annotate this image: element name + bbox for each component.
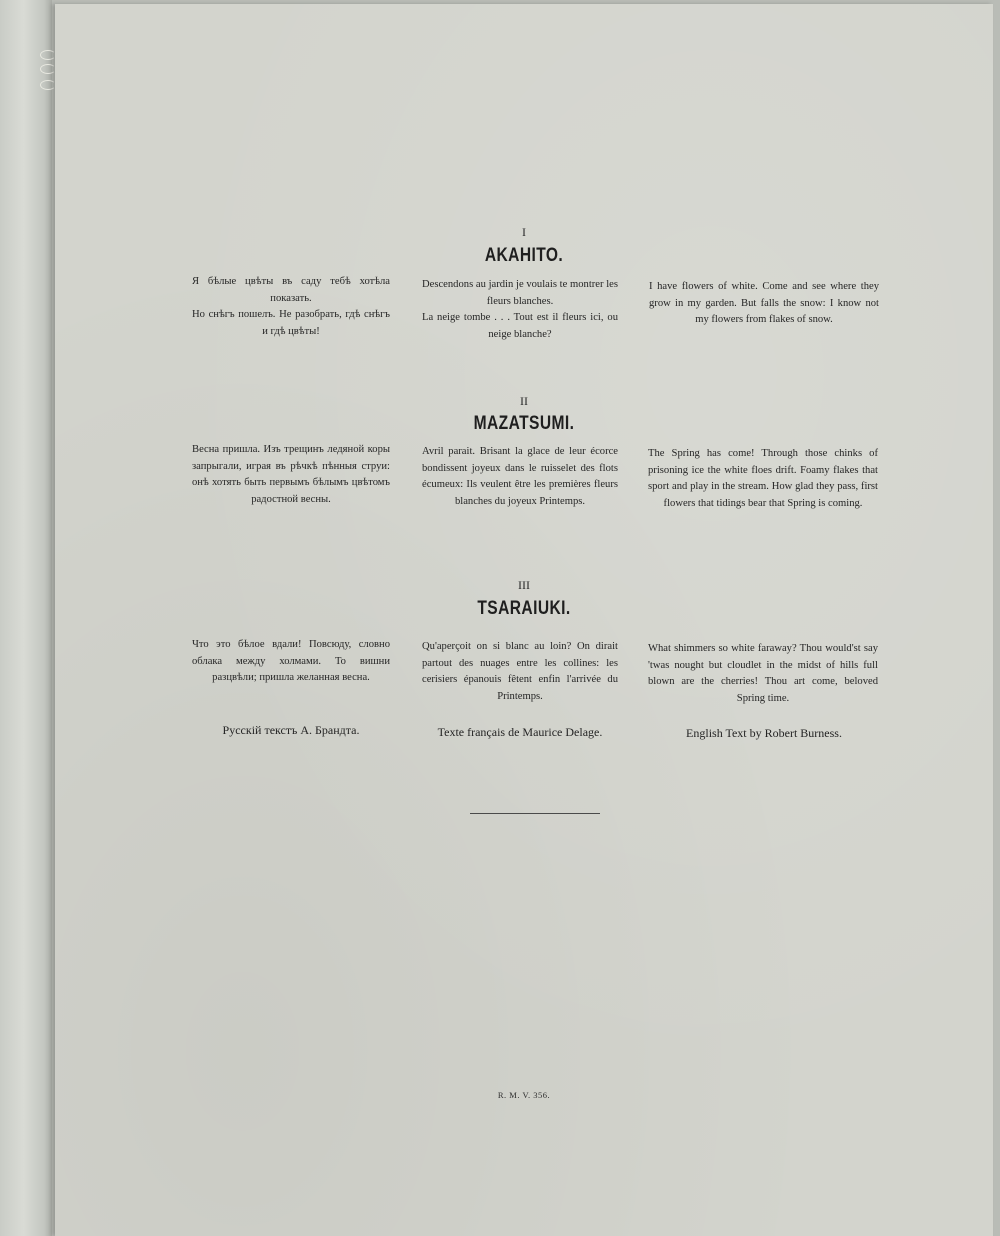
section-2-russian-text [192,442,390,508]
section-2-title: MAZATSUMI. [473,413,575,434]
section-3-french-text [422,639,618,705]
section-1-russian-line: Но снѣгъ пошелъ. Не разобрать, гдѣ снѣгъ и гдѣ цвѣты! [192,309,390,337]
section-2-french-line: Avril parait. Brisant la glace de leur écorce bondissent joyeux dans le ruisselet des flots écumeux: Ils veulent être les premières fleurs blanches du joyeux Printemps. [422,446,618,507]
previous-page-edge [0,0,52,1236]
section-1-title: AKAHITO. [484,245,564,266]
russian-credit: Русскій текстъ А. Брандта. [222,723,360,737]
section-1-english-text [649,279,879,329]
section-2-russian-line: Весна пришла. Изъ трещинъ ледяной коры запрыгали, играя въ рѣчкѣ пѣнныя струи: онѣ хотять быть первымъ бѣлымъ цвѣтомъ радостной весны. [192,444,390,505]
french-credit: Texte français de Maurice Delage. [437,725,603,739]
section-3-title: TSARAIUKI. [477,598,571,619]
horizontal-rule [470,813,600,814]
section-1-russian-text [192,274,390,340]
section-3-numeral: III [518,578,530,592]
section-1-french-line: Descendons au jardin je voulais te montrer les fleurs blanches. [422,279,618,307]
english-credit: English Text by Robert Burness. [686,726,842,740]
section-2-numeral: II [520,394,528,408]
section-1-french-text [422,277,618,343]
section-3-french-line: Qu'aperçoit on si blanc au loin? On dirait partout des nuages entre les collines: les cerisiers épanouis fêtent enfin l'arrivée du Printemps. [422,641,618,702]
section-1-russian-line: Я бѣлые цвѣты въ саду тебѣ хотѣла показать. [192,276,390,304]
section-2-french-text [422,444,618,510]
section-3-russian-line: Что это бѣлое вдали! Повсюду, словно облака между холмами. То вишни разцвѣли; пришла желанная весна. [192,639,390,683]
section-3-russian-text [192,637,390,687]
publisher-plate-number: R. M. V. 356. [497,1090,551,1100]
section-3-english-text [648,641,878,707]
section-2-english-text [648,446,878,512]
section-1-french-line: La neige tombe . . . Tout est il fleurs ici, ou neige blanche? [422,312,618,340]
section-1-numeral: I [522,225,526,239]
section-2-english-line: The Spring has come! Through those chinks of prisoning ice the white floes drift. Foamy flakes that sport and play in the stream. How glad they pass, first flowers that tidings bear that Spring is coming. [648,448,878,509]
score-page [55,4,993,1236]
section-3-english-line: What shimmers so white faraway? Thou would'st say 'twas nought but cloudlet in the midst of hills full blown are the cherries! Thou art come, beloved Spring time. [648,643,878,704]
section-1-english-line: I have flowers of white. Come and see where they grow in my garden. But falls the snow: I know not my flowers from flakes of snow. [649,281,879,325]
